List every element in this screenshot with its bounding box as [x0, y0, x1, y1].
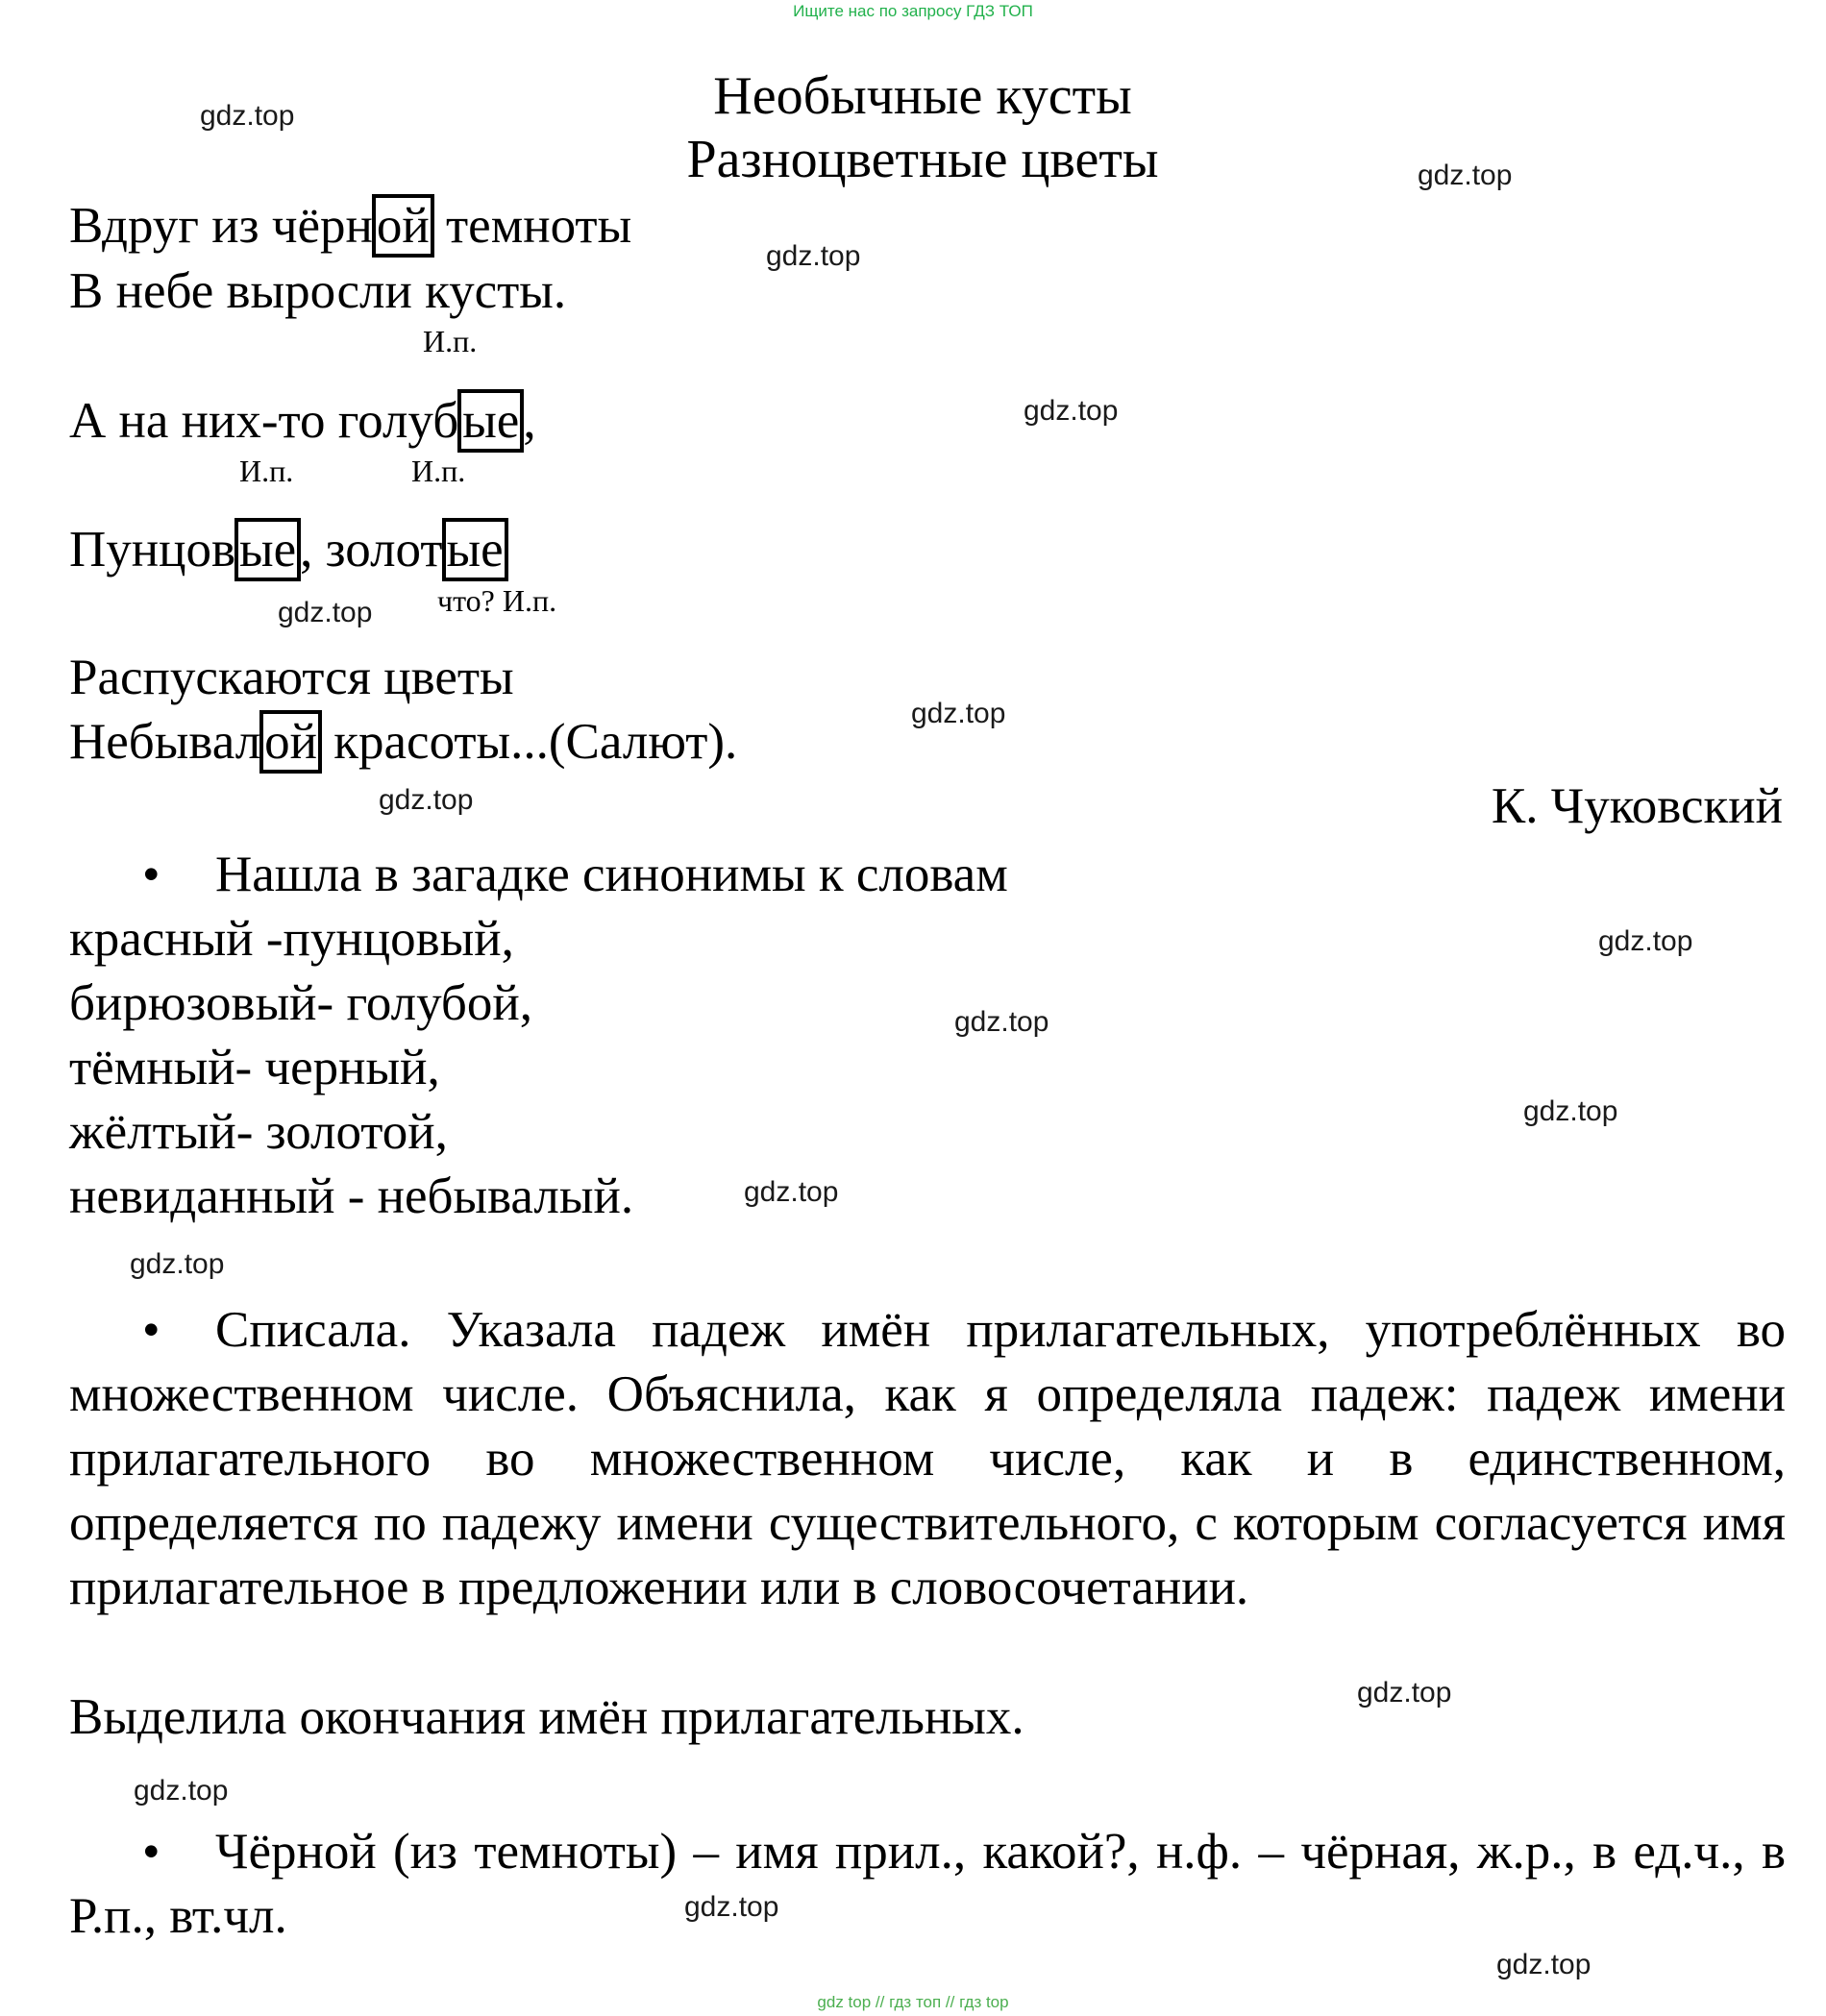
case-note: что? И.п. [437, 583, 557, 618]
title-line-2: Разноцветные цветы [686, 130, 1159, 189]
watermark: gdz.top [1598, 925, 1693, 957]
watermark: gdz.top [954, 1006, 1049, 1038]
poem-line-3: А на них-то голубые, [69, 392, 536, 450]
top-banner: Ищите нас по запросу ГДЗ ТОП [793, 2, 1033, 20]
ending-box: ой [372, 194, 434, 258]
case-note: И.п. [411, 454, 466, 488]
synonym-item: невиданный - небывалый. [69, 1168, 634, 1224]
watermark: gdz.top [134, 1775, 229, 1807]
bullet-icon: • [142, 1302, 160, 1358]
poem-line-5: Распускаются цветы [69, 650, 514, 705]
watermark: gdz.top [1357, 1677, 1452, 1709]
analysis-paragraph: • Чёрной (из темноты) – имя прил., какой?, н.ф. – чёрная, ж.р., в ед.ч., в Р.п., вт.чл. [69, 1820, 1786, 1949]
case-note: И.п. [423, 324, 478, 358]
bullet-synonyms: • Нашла в загадке синонимы к словам [142, 847, 1008, 902]
watermark: gdz.top [744, 1176, 839, 1208]
synonym-item: тёмный- черный, [69, 1040, 440, 1095]
page-title [0, 67, 1826, 125]
watermark: gdz.top [379, 784, 474, 816]
watermark: gdz.top [1496, 1949, 1592, 1980]
bullet-icon: • [142, 1824, 160, 1880]
watermark: gdz.top [1523, 1095, 1618, 1127]
poem-line-2: В небе выросли кусты. [69, 263, 567, 319]
synonym-item: красный -пунцовый, [69, 911, 514, 967]
ending-box: ой [259, 710, 322, 774]
watermark: gdz.top [1024, 395, 1119, 427]
page-subtitle [0, 131, 1826, 188]
title-line-1: Необычные кусты [713, 66, 1132, 126]
watermark: gdz.top [200, 100, 295, 132]
watermark: gdz.top [766, 240, 861, 272]
watermark: gdz.top [1418, 160, 1513, 191]
ending-box: ые [442, 518, 508, 581]
poem-line-1: Вдруг из чёрной темноты [69, 197, 631, 255]
watermark: gdz.top [684, 1891, 779, 1923]
bullet-icon: • [142, 847, 160, 902]
endings-note: Выделила окончания имён прилагательных. [69, 1689, 1024, 1745]
footer-banner: gdz top // гдз топ // гдз top [817, 1993, 1009, 2011]
case-note: И.п. [239, 454, 294, 488]
ending-box: ые [234, 518, 301, 581]
poem-line-4: Пунцовые, золотые [69, 521, 507, 578]
synonym-item: жёлтый- золотой, [69, 1104, 448, 1160]
watermark: gdz.top [130, 1248, 225, 1280]
ending-box: ые [457, 389, 524, 453]
poem-author: К. Чуковский [1491, 778, 1783, 834]
watermark: gdz.top [278, 597, 373, 628]
synonym-item: бирюзовый- голубой, [69, 975, 532, 1031]
poem-line-6: Небывалой красоты...(Салют). [69, 713, 737, 771]
watermark: gdz.top [911, 698, 1006, 729]
explanation-paragraph: • Списала. Указала падеж имён прилагательных, употреблённых во множественном числе. Объяснила, как я определяла падеж: падеж имени прилагательного во множественном числе, как и в единственном, определяется по падежу имени существительного, с которым согласуется имя прилагательное в предложении или в словосочетании. [69, 1298, 1786, 1620]
